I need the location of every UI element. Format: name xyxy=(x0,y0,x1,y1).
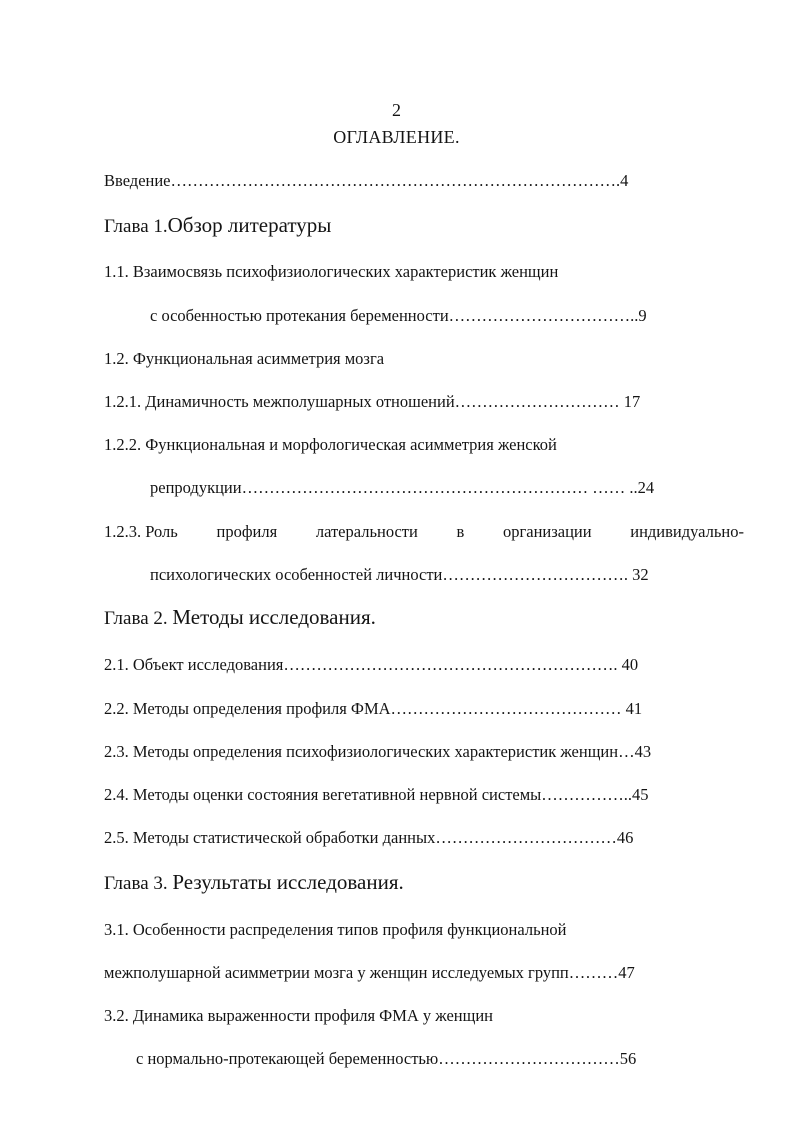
toc-entry-2-2: 2.2. Методы определения профиля ФМА…………………………………… 41 xyxy=(104,699,643,718)
toc-word: 1.2.3. Роль xyxy=(104,522,178,541)
toc-entry-2-3: 2.3. Методы определения психофизиологических характеристик женщин…43 xyxy=(104,742,652,761)
toc-entry-3-2-cont: с нормально-протекающей беременностью……………………………56 xyxy=(136,1049,637,1068)
toc-word: профиля xyxy=(216,522,278,541)
toc-word: организации xyxy=(502,522,592,541)
chapter-heading-2 xyxy=(104,607,376,629)
toc-word: латеральности xyxy=(315,522,418,541)
chapter-title: Методы исследования. xyxy=(172,605,376,629)
chapter-prefix: Глава 2. xyxy=(104,608,173,629)
toc-entry-3-1: 3.1. Особенности распределения типов профиля функциональной xyxy=(104,920,567,939)
toc-entry-1-2-1: 1.2.1. Динамичность межполушарных отношений………………………… 17 xyxy=(104,392,641,411)
toc-entry-1-2: 1.2. Функциональная асимметрия мозга xyxy=(104,349,385,368)
toc-entry-2-4: 2.4. Методы оценки состояния вегетативной нервной системы……………..45 xyxy=(104,785,649,804)
toc-entry-introduction: Введение……………………………………………………………………….4 xyxy=(104,171,629,190)
toc-entry-1-1-cont: с особенностью протекания беременности……………………………..9 xyxy=(150,306,647,325)
toc-entry-1-1: 1.1. Взаимосвязь психофизиологических характеристик женщин xyxy=(104,262,559,281)
toc-entry-2-5: 2.5. Методы статистической обработки данных……………………………46 xyxy=(104,828,634,847)
toc-title: ОГЛАВЛЕНИЕ. xyxy=(333,127,460,147)
toc-word: в xyxy=(456,522,465,541)
chapter-heading-1 xyxy=(104,215,331,237)
toc-entry-1-2-2-cont: репродукции……………………………………………………… …… ..24 xyxy=(150,478,655,497)
toc-word: индивидуально- xyxy=(630,522,744,541)
toc-entry-1-2-3 xyxy=(104,522,744,542)
toc-entry-1-2-2: 1.2.2. Функциональная и морфологическая асимметрия женской xyxy=(104,435,557,454)
chapter-title: Результаты исследования. xyxy=(172,870,404,894)
page-number: 2 xyxy=(392,100,401,120)
toc-entry-3-2: 3.2. Динамика выраженности профиля ФМА у женщин xyxy=(104,1006,493,1025)
chapter-heading-3 xyxy=(104,872,404,894)
chapter-title: Обзор литературы xyxy=(167,213,332,237)
toc-entry-3-1-cont: межполушарной асимметрии мозга у женщин исследуемых групп………47 xyxy=(104,963,635,982)
toc-entry-1-2-3-cont: психологических особенностей личности……………………………. 32 xyxy=(150,565,649,584)
chapter-prefix: Глава 3. xyxy=(104,873,173,894)
toc-entry-2-1: 2.1. Объект исследования……………………………………………………. 40 xyxy=(104,655,639,674)
chapter-prefix: Глава 1. xyxy=(104,216,168,237)
